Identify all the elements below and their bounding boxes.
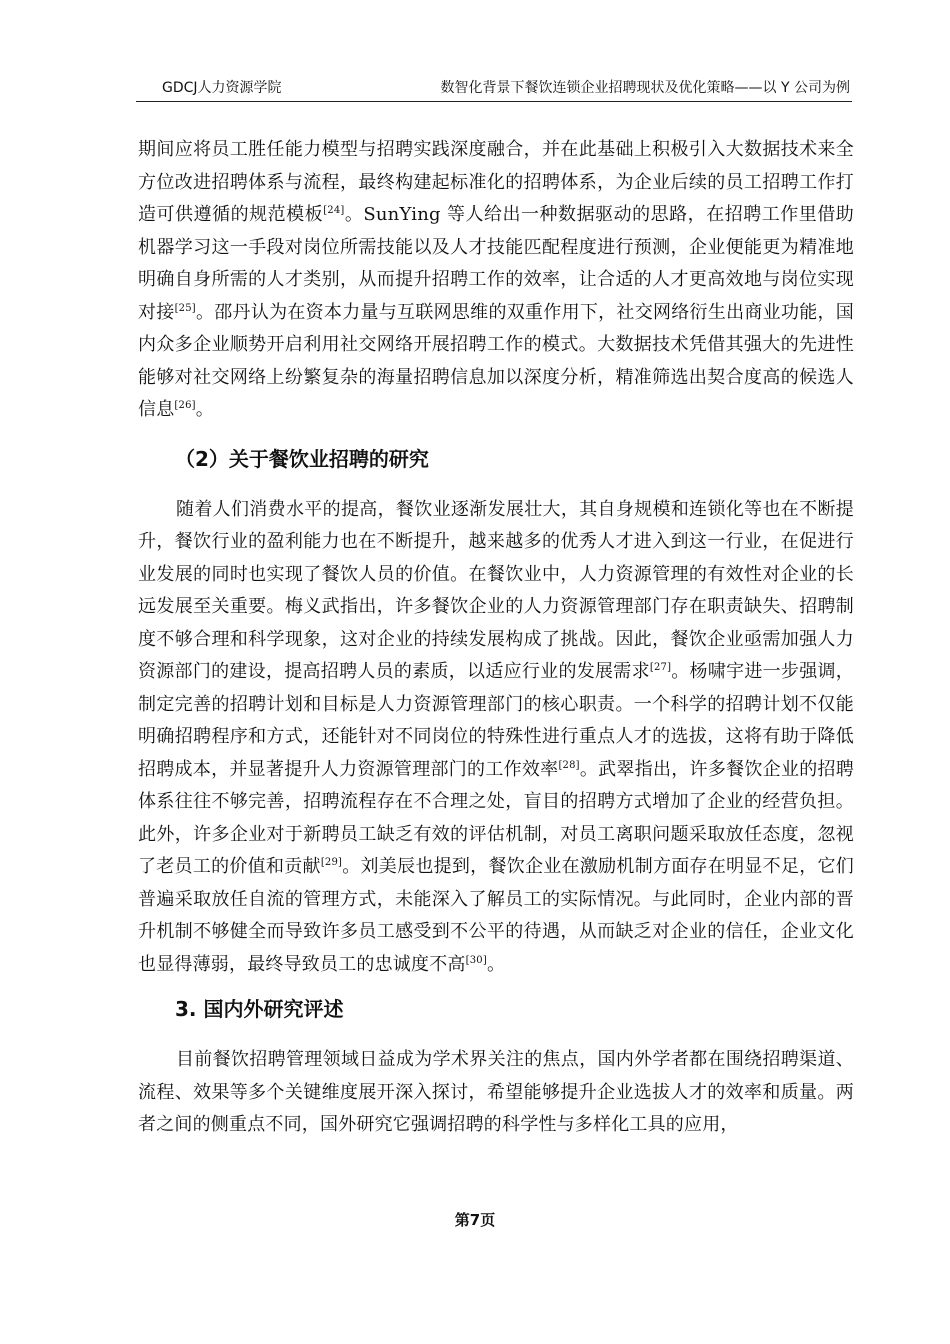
header-thesis-title: 数智化背景下餐饮连锁企业招聘现状及优化策略——以 Y 公司为例 <box>440 80 850 96</box>
paragraph-1 <box>138 134 854 427</box>
citation-ref: [30] <box>465 954 487 966</box>
paragraph-3 <box>138 1044 854 1142</box>
text-run: 。邵丹认为在资本力量与互联网思维的双重作用下，社交网络衍生出商业功能，国内众多企业顺势开启利用社交网络开展招聘工作的模式。大数据技术凭借其强大的先进性能够对社交网络上纷繁复杂的海量招聘信息加以深度分析，精准筛选出契合度高的候选人信息 <box>138 301 854 420</box>
header-divider <box>136 101 852 102</box>
text-run: 。武翠指出，许多餐饮企业的招聘体系往往不够完善，招聘流程存在不合理之处，盲目的招聘方式增加了企业的经营负担。此外，许多企业对于新聘员工缺乏有效的评估机制，对员工离职问题采取放任态度，忽视了老员工的价值和贡献 <box>138 758 854 877</box>
page-number: 第7页 <box>454 1211 496 1229</box>
citation-ref: [24] <box>323 205 345 216</box>
text-run: 目前餐饮招聘管理领域日益成为学术界关注的焦点，国内外学者都在围绕招聘渠道、流程、效果等多个关键维度展开深入探讨，希望能够提升企业选拔人才的效率和质量。两者之间的侧重点不同，国外研究它强调招聘的科学性与多样化工具的应用， <box>138 1049 854 1135</box>
page-header <box>136 78 852 100</box>
citation-ref: [29] <box>320 857 343 868</box>
citation-ref: [28] <box>558 759 580 771</box>
text-run: 期间应将员工胜任能力模型与招聘实践深度融合，并在此基础上积极引入大数据技术来全方位改进招聘体系与流程，最终构建起标准化的招聘体系，为企业后续的员工招聘工作打造可供遵循的规范模板 <box>138 139 854 225</box>
section-heading-research-review: 3. 国内外研究评述 <box>175 997 344 1021</box>
header-institution: GDCJ人力资源学院 <box>162 80 282 96</box>
text-run: 。刘美辰也提到，餐饮企业在激励机制方面存在明显不足，它们普遍采取放任自流的管理方式，未能深入了解员工的实际情况。与此同时，企业内部的晋升机制不够健全而导致许多员工感受到不公平的待遇，从而缺乏对企业的信任，企业文化也显得薄弱，最终导致员工的忠诚度不高 <box>138 856 854 975</box>
citation-ref: [26] <box>174 400 196 411</box>
text-run: 。杨啸宇进一步强调，制定完善的招聘计划和目标是人力资源管理部门的核心职责。一个科学的招聘计划不仅能明确招聘程序和方式，还能针对不同岗位的特殊性进行重点人才的选拔，这将有助于降低招聘成本，并显著提升人力资源管理部门的工作效率 <box>138 661 854 780</box>
paragraph-2 <box>138 494 854 982</box>
section-heading-restaurant-recruitment: （2）关于餐饮业招聘的研究 <box>175 446 429 471</box>
text-run: 。 <box>486 953 506 975</box>
text-run: 随着人们消费水平的提高，餐饮业逐渐发展壮大，其自身规模和连锁化等也在不断提升，餐饮行业的盈利能力也在不断提升，越来越多的优秀人才进入到这一行业，在促进行业发展的同时也实现了餐饮人员的价值。在餐饮业中，人力资源管理的有效性对企业的长远发展至关重要。梅义武指出，许多餐饮企业的人力资源管理部门存在职责缺失、招聘制度不够合理和科学现象，这对企业的持续发展构成了挑战。因此，餐饮企业亟需加强人力资源部门的建设，提高招聘人员的素质，以适应行业的发展需求 <box>138 498 854 682</box>
page-body <box>138 134 854 1142</box>
citation-ref: [25] <box>174 302 196 314</box>
text-run: 。 <box>195 399 214 420</box>
citation-ref: [27] <box>649 662 672 673</box>
text-run: 。SunYing 等人给出一种数据驱动的思路，在招聘工作里借助机器学习这一手段对岗位所需技能以及人才技能匹配程度进行预测，企业便能更为精准地明确自身所需的人才类别，从而提升招聘工作的效率，让合适的人才更高效地与岗位实现对接 <box>138 204 855 323</box>
